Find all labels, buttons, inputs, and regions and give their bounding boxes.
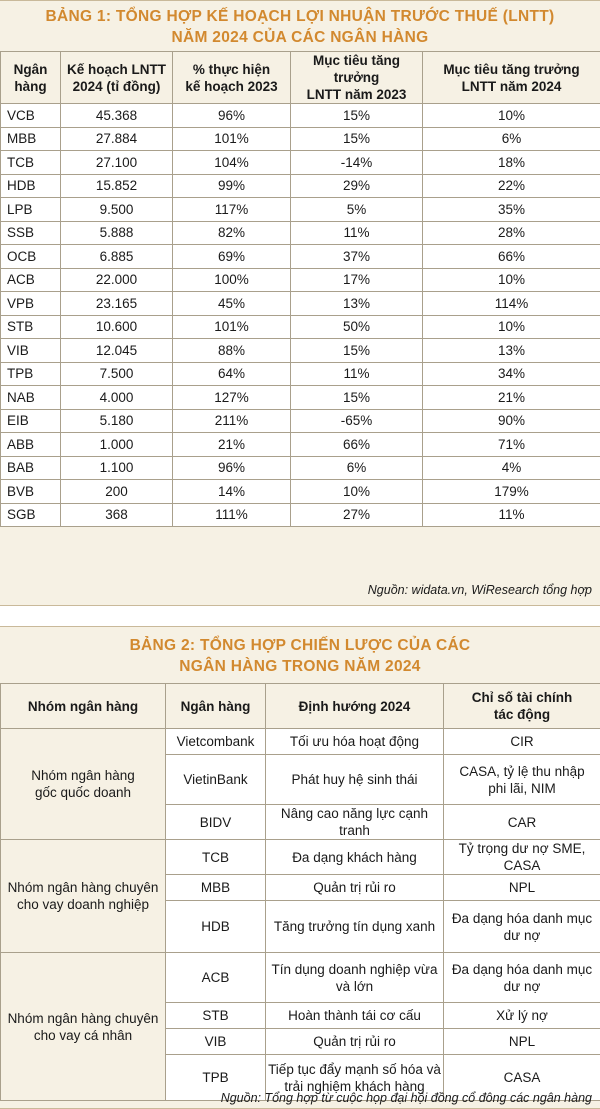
cell-direction-line1: Phát huy hệ sinh thái: [291, 772, 418, 787]
cell-bank2: MBB: [166, 875, 266, 901]
cell-bank: SSB: [1, 221, 61, 245]
cell-direction-line1: Tiếp tục đẩy mạnh số hóa và: [268, 1061, 441, 1077]
table2-row: [1, 729, 600, 755]
cell-direction-line1: Quản trị rủi ro: [313, 880, 396, 895]
header-pct: [173, 52, 291, 104]
header-g24-l1: Mục tiêu tăng trưởng: [443, 61, 580, 77]
table2-row: [1, 840, 600, 875]
header-pct-l1: % thực hiện: [192, 61, 271, 77]
cell-plan: 27.100: [61, 151, 173, 175]
header-bank2: Ngân hàng: [166, 684, 266, 729]
cell-direction-line1: Đa dạng khách hàng: [292, 849, 417, 865]
cell-plan: 1.100: [61, 456, 173, 480]
header-pct-l2: kế hoạch 2023: [185, 78, 278, 94]
cell-growth-2024: 13%: [423, 339, 600, 363]
header-direction: Định hướng 2024: [266, 684, 444, 729]
cell-direction-line1: Nâng cao năng lực cạnh tranh: [280, 806, 429, 838]
table2-title: [0, 627, 600, 683]
header-index-l1: Chỉ số tài chính: [471, 690, 573, 705]
table1-row: [1, 268, 600, 292]
cell-index-line2: phi lãi, NIM: [488, 780, 556, 796]
header-g24-l2: LNTT năm 2024: [461, 78, 562, 94]
cell-group: [1, 953, 166, 1101]
cell-plan: 7.500: [61, 362, 173, 386]
table1-row: [1, 127, 600, 151]
cell-pct: 64%: [173, 362, 291, 386]
cell-index-line1: CIR: [510, 734, 534, 749]
cell-bank2: ACB: [166, 953, 266, 1003]
cell-pct: 99%: [173, 174, 291, 198]
header-index-l2: tác động: [493, 707, 551, 722]
cell-growth-2024: 90%: [423, 409, 600, 433]
header-index: [444, 684, 600, 729]
cell-bank: HDB: [1, 174, 61, 198]
cell-growth-2024: 11%: [423, 503, 600, 527]
table2-header-row: [1, 684, 600, 729]
cell-group-line1: Nhóm ngân hàng chuyên: [7, 880, 159, 895]
cell-index: [444, 755, 600, 805]
cell-growth-2024: 10%: [423, 104, 600, 128]
cell-bank2: TPB: [166, 1055, 266, 1101]
cell-growth-2024: 21%: [423, 386, 600, 410]
cell-index: [444, 729, 600, 755]
cell-growth-2023: 29%: [291, 174, 423, 198]
cell-pct: 211%: [173, 409, 291, 433]
cell-growth-2024: 114%: [423, 292, 600, 316]
cell-pct: 82%: [173, 221, 291, 245]
cell-growth-2023: 27%: [291, 503, 423, 527]
cell-growth-2023: 15%: [291, 386, 423, 410]
table1-row: [1, 315, 600, 339]
cell-growth-2023: 15%: [291, 339, 423, 363]
cell-growth-2023: -14%: [291, 151, 423, 175]
cell-direction: [266, 953, 444, 1003]
header-bank-l1: Ngân: [13, 61, 48, 77]
table1: [0, 51, 600, 527]
table1-body: [1, 104, 600, 527]
cell-index-line1: CASA: [503, 1070, 541, 1085]
cell-pct: 96%: [173, 456, 291, 480]
cell-growth-2024: 34%: [423, 362, 600, 386]
cell-index-line1: CASA, tỷ lệ thu nhập: [459, 763, 585, 779]
cell-bank2: BIDV: [166, 805, 266, 840]
table1-row: [1, 339, 600, 363]
cell-bank: OCB: [1, 245, 61, 269]
cell-index: [444, 805, 600, 840]
cell-growth-2023: 6%: [291, 456, 423, 480]
table1-source: Nguồn: widata.vn, WiResearch tổng hợp: [367, 583, 592, 597]
cell-index-line1: NPL: [508, 880, 536, 895]
cell-growth-2023: 10%: [291, 480, 423, 504]
cell-index: [444, 1003, 600, 1029]
table2-panel: [0, 626, 600, 1109]
cell-group-line1: Nhóm ngân hàng chuyên: [7, 1010, 159, 1026]
table1-row: [1, 292, 600, 316]
cell-bank: ACB: [1, 268, 61, 292]
cell-plan: 10.600: [61, 315, 173, 339]
cell-index-line1: CAR: [507, 814, 537, 830]
cell-growth-2023: 66%: [291, 433, 423, 457]
cell-bank2: Vietcombank: [166, 729, 266, 755]
table1-row: [1, 198, 600, 222]
cell-bank2: TCB: [166, 840, 266, 875]
cell-pct: 96%: [173, 104, 291, 128]
cell-plan: 6.885: [61, 245, 173, 269]
cell-group: [1, 840, 166, 953]
cell-growth-2023: 17%: [291, 268, 423, 292]
table1-row: [1, 362, 600, 386]
cell-pct: 101%: [173, 127, 291, 151]
cell-plan: 368: [61, 503, 173, 527]
cell-growth-2023: 37%: [291, 245, 423, 269]
cell-growth-2024: 66%: [423, 245, 600, 269]
cell-direction: [266, 901, 444, 953]
cell-index-line2: dư nợ: [503, 978, 541, 994]
cell-growth-2023: 50%: [291, 315, 423, 339]
cell-bank: BVB: [1, 480, 61, 504]
cell-pct: 127%: [173, 386, 291, 410]
cell-plan: 9.500: [61, 198, 173, 222]
cell-group-line2: cho vay cá nhân: [33, 1027, 133, 1043]
cell-pct: 104%: [173, 151, 291, 175]
table2-body: [1, 729, 600, 1101]
cell-index-line1: NPL: [508, 1034, 536, 1049]
cell-pct: 111%: [173, 503, 291, 527]
cell-growth-2024: 6%: [423, 127, 600, 151]
cell-bank: LPB: [1, 198, 61, 222]
cell-growth-2024: 35%: [423, 198, 600, 222]
header-plan: [61, 52, 173, 104]
cell-direction: [266, 805, 444, 840]
cell-plan: 4.000: [61, 386, 173, 410]
cell-pct: 88%: [173, 339, 291, 363]
cell-bank: VPB: [1, 292, 61, 316]
cell-growth-2024: 10%: [423, 315, 600, 339]
cell-direction-line2: trải nghiệm khách hàng: [284, 1078, 425, 1094]
table1-row: [1, 174, 600, 198]
cell-index-line1: Tỷ trọng dư nợ SME, CASA: [458, 841, 586, 873]
header-bank-l2: hàng: [14, 78, 47, 94]
table1-title-line2: NĂM 2024 CỦA CÁC NGÂN HÀNG: [171, 29, 429, 46]
cell-pct: 117%: [173, 198, 291, 222]
cell-plan: 5.180: [61, 409, 173, 433]
cell-bank: VCB: [1, 104, 61, 128]
table2-row: [1, 953, 600, 1003]
table1-row: [1, 456, 600, 480]
cell-group-line1: Nhóm ngân hàng: [31, 768, 135, 783]
table1-row: [1, 480, 600, 504]
cell-direction: [266, 729, 444, 755]
cell-direction: [266, 840, 444, 875]
cell-group: [1, 729, 166, 840]
cell-plan: 23.165: [61, 292, 173, 316]
cell-growth-2023: 5%: [291, 198, 423, 222]
cell-growth-2024: 179%: [423, 480, 600, 504]
cell-bank: BAB: [1, 456, 61, 480]
cell-direction-line1: Quản trị rủi ro: [313, 1034, 396, 1049]
table1-title: [0, 1, 600, 51]
header-bank: [1, 52, 61, 104]
cell-bank2: VIB: [166, 1029, 266, 1055]
cell-growth-2023: 15%: [291, 104, 423, 128]
cell-bank: VIB: [1, 339, 61, 363]
table2: [0, 683, 600, 1101]
cell-direction: [266, 875, 444, 901]
cell-growth-2023: 11%: [291, 221, 423, 245]
cell-growth-2023: 13%: [291, 292, 423, 316]
cell-bank: TCB: [1, 151, 61, 175]
cell-bank: EIB: [1, 409, 61, 433]
table1-row: [1, 386, 600, 410]
cell-growth-2023: -65%: [291, 409, 423, 433]
cell-index: [444, 953, 600, 1003]
cell-plan: 15.852: [61, 174, 173, 198]
cell-index: [444, 1029, 600, 1055]
header-g23-l1: Mục tiêu tăng trưởng: [313, 53, 400, 85]
cell-plan: 200: [61, 480, 173, 504]
header-plan-l2: 2024 (tỉ đồng): [72, 78, 161, 94]
cell-pct: 101%: [173, 315, 291, 339]
cell-bank: NAB: [1, 386, 61, 410]
table1-row: [1, 409, 600, 433]
cell-plan: 1.000: [61, 433, 173, 457]
cell-bank: STB: [1, 315, 61, 339]
table1-row: [1, 503, 600, 527]
cell-index: [444, 875, 600, 901]
cell-index-line1: Đa dạng hóa danh mục: [451, 910, 593, 926]
cell-growth-2023: 15%: [291, 127, 423, 151]
cell-pct: 14%: [173, 480, 291, 504]
cell-growth-2024: 4%: [423, 456, 600, 480]
header-g23-l2: LNTT năm 2023: [306, 87, 407, 102]
cell-direction-line1: Hoàn thành tái cơ cấu: [288, 1008, 421, 1023]
header-growth-2024: [423, 52, 600, 104]
cell-growth-2024: 10%: [423, 268, 600, 292]
table1-row: [1, 433, 600, 457]
cell-bank: MBB: [1, 127, 61, 151]
cell-growth-2024: 71%: [423, 433, 600, 457]
cell-direction-line1: Tối ưu hóa hoạt động: [289, 734, 420, 749]
cell-plan: 5.888: [61, 221, 173, 245]
cell-pct: 21%: [173, 433, 291, 457]
table2-title-line2: NGÂN HÀNG TRONG NĂM 2024: [179, 658, 421, 675]
cell-index-line2: dư nợ: [503, 927, 541, 943]
table1-row: [1, 104, 600, 128]
header-plan-l1: Kế hoạch LNTT: [66, 61, 166, 77]
table1-row: [1, 245, 600, 269]
table1-row: [1, 151, 600, 175]
cell-pct: 100%: [173, 268, 291, 292]
cell-growth-2024: 22%: [423, 174, 600, 198]
cell-group-line2: cho vay doanh nghiệp: [16, 897, 150, 912]
cell-direction: [266, 1029, 444, 1055]
header-growth-2023: [291, 52, 423, 104]
cell-direction: [266, 755, 444, 805]
cell-index-line1: Đa dạng hóa danh mục: [451, 961, 593, 977]
cell-plan: 22.000: [61, 268, 173, 292]
header-group: Nhóm ngân hàng: [1, 684, 166, 729]
cell-bank2: HDB: [166, 901, 266, 953]
cell-growth-2024: 28%: [423, 221, 600, 245]
cell-plan: 45.368: [61, 104, 173, 128]
cell-group-line2: gốc quốc doanh: [34, 785, 132, 800]
table1-title-line1: BẢNG 1: TỔNG HỢP KẾ HOẠCH LỢI NHUẬN TRƯỚC THUẾ (LNTT): [45, 8, 555, 25]
cell-pct: 45%: [173, 292, 291, 316]
cell-pct: 69%: [173, 245, 291, 269]
cell-direction: [266, 1003, 444, 1029]
table1-row: [1, 221, 600, 245]
cell-bank2: STB: [166, 1003, 266, 1029]
cell-bank: ABB: [1, 433, 61, 457]
cell-bank2: VietinBank: [166, 755, 266, 805]
cell-plan: 27.884: [61, 127, 173, 151]
cell-direction-line1: Tăng trưởng tín dụng xanh: [273, 919, 436, 934]
cell-plan: 12.045: [61, 339, 173, 363]
cell-direction-line1: Tín dụng doanh nghiệp vừa: [271, 961, 438, 977]
cell-index: [444, 901, 600, 953]
cell-direction-line2: và lớn: [335, 978, 374, 994]
cell-growth-2023: 11%: [291, 362, 423, 386]
table2-source: Nguồn: Tổng hợp từ cuộc họp đại hội đồng cổ đông các ngân hàng: [220, 1091, 592, 1105]
cell-index: [444, 840, 600, 875]
table2-title-line1: BẢNG 2: TỔNG HỢP CHIẾN LƯỢC CỦA CÁC: [129, 637, 471, 654]
cell-bank: TPB: [1, 362, 61, 386]
table1-header-row: [1, 52, 600, 104]
cell-index-line1: Xử lý nợ: [496, 1008, 548, 1023]
cell-bank: SGB: [1, 503, 61, 527]
cell-growth-2024: 18%: [423, 151, 600, 175]
